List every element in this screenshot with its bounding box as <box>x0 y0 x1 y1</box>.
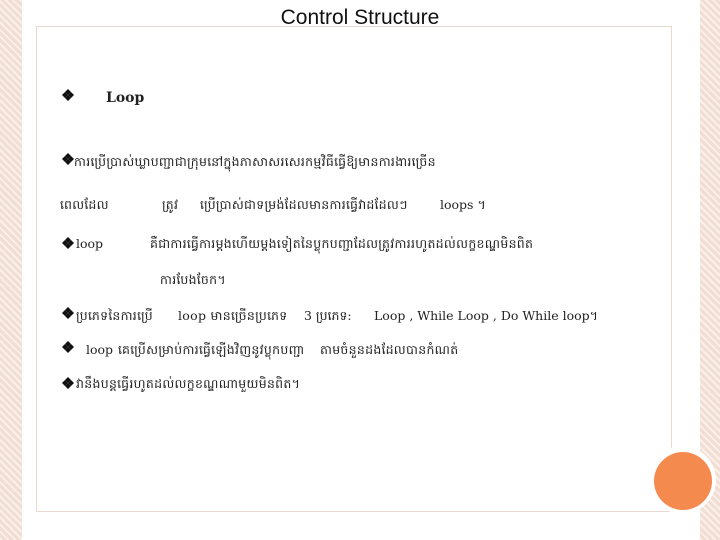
paragraph-1-line-2-part-4: loops ។ <box>440 197 486 212</box>
diamond-bullet-icon <box>60 88 76 102</box>
paragraph-2-line-2: ការបែងចែក។ <box>160 272 226 287</box>
diamond-bullet-icon <box>60 376 76 390</box>
paragraph-1-line-2-part-1: ពេលដែល <box>60 197 109 212</box>
diamond-bullet-icon <box>60 340 76 354</box>
slide-title: Control Structure <box>280 6 440 29</box>
paragraph-5-line-1: វានឹងបន្តធ្វើរហូតដល់លក្ខខណ្ឌណាមួយមិនពិត។ <box>76 376 301 391</box>
section-heading-loop: Loop <box>106 90 145 106</box>
decorative-orange-circle <box>654 452 712 510</box>
paragraph-4-loop-term: loop <box>86 342 114 357</box>
paragraph-2-line-1: គឺជាការធ្វើការម្តងហើយម្តងទៀតនៃប្លុកបញ្ជាដែលត្រូវការរហូតដល់លក្ខខណ្ឌមិនពិត <box>150 236 534 251</box>
paragraph-1-line-2-part-2: ត្រូវ <box>162 197 179 212</box>
paragraph-3-part-3: 3 ប្រភេទ: <box>304 308 352 323</box>
diamond-bullet-icon <box>60 306 76 320</box>
left-decorative-border <box>0 0 22 540</box>
paragraph-1-line-1: ការប្រើប្រាស់ឃ្លាបញ្ជាជាក្រុមនៅក្នុងភាសាសរសេរកម្មវិធីធ្វើឱ្យមានការងារច្រើន <box>74 154 436 169</box>
paragraph-3-part-2: loop មានច្រើនប្រភេទ <box>178 308 288 323</box>
diamond-bullet-icon <box>60 236 76 250</box>
paragraph-4-part-2: តាមចំនួនដងដែលបានកំណត់ <box>320 342 459 357</box>
paragraph-3-part-1: ប្រភេទនៃការប្រើ <box>76 308 153 323</box>
paragraph-4-part-1: គេប្រើសម្រាប់ការធ្វើឡើងវិញនូវប្លុកបញ្ជា <box>118 342 305 357</box>
paragraph-1-line-2-part-3: ប្រើប្រាស់ជាទម្រង់ដែលមានការធ្វើវាដដែលៗ <box>200 197 408 212</box>
paragraph-2-loop-term: loop <box>76 236 104 251</box>
paragraph-3-loop-types: Loop , While Loop , Do While loop។ <box>374 308 598 323</box>
